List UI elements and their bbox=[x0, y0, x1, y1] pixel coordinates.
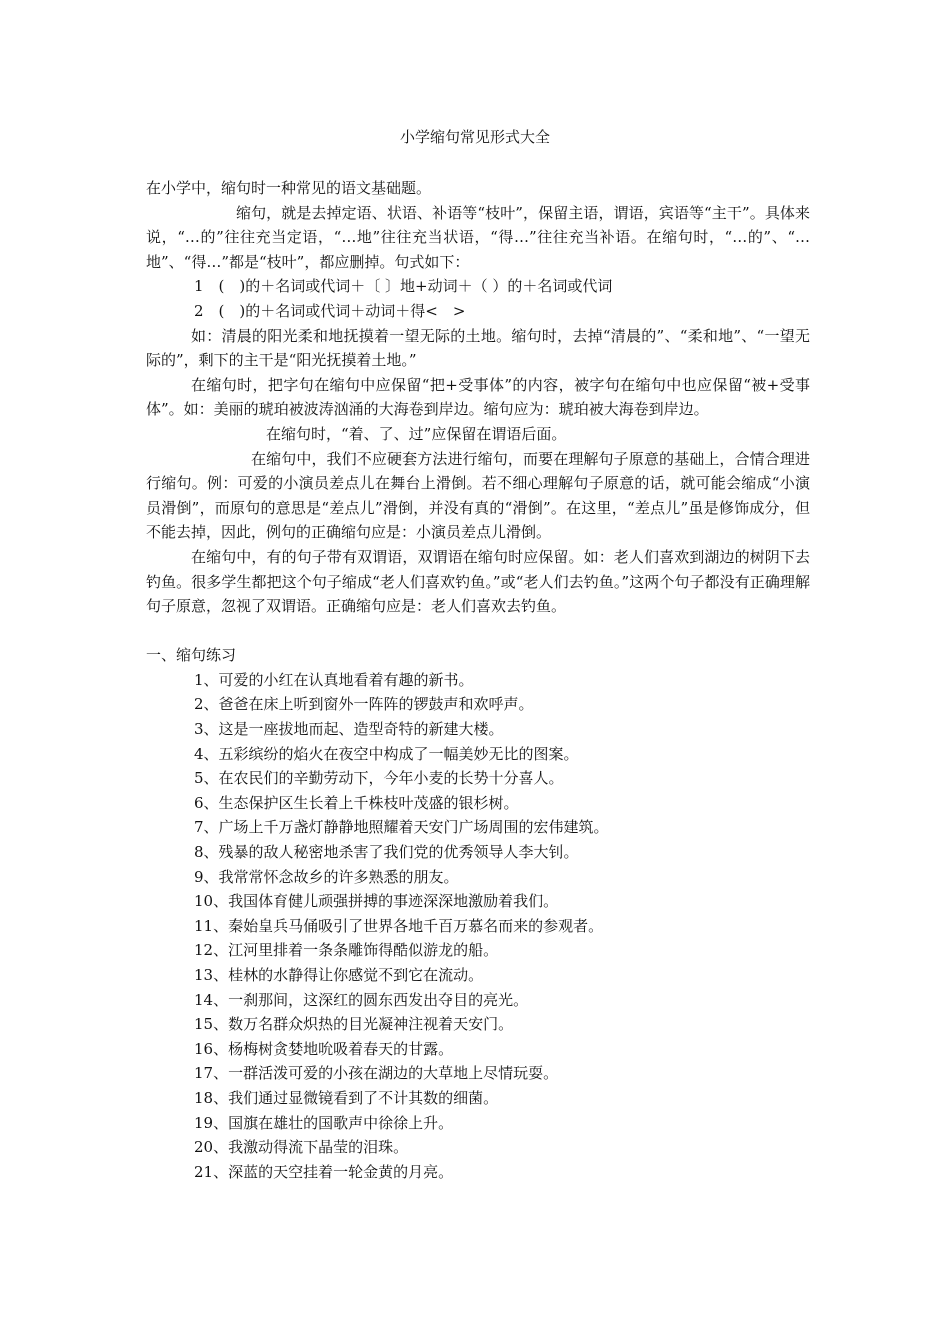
exercise-item: 12、江河里排着一条条雕饰得酷似游龙的船。 bbox=[194, 941, 499, 960]
exercise-item: 20、我激动得流下晶莹的泪珠。 bbox=[194, 1138, 409, 1157]
exercise-item: 9、我常常怀念故乡的许多熟悉的朋友。 bbox=[194, 867, 459, 886]
exercise-heading: 一、缩句练习 bbox=[146, 646, 237, 665]
exercise-item: 10、我国体育健儿顽强拼搏的事迹深深地激励着我们。 bbox=[194, 892, 559, 911]
aspect-particle-rule-paragraph: 在缩句时，“着、了、过”应保留在谓语后面。 bbox=[266, 424, 567, 443]
exercise-item: 11、秦始皇兵马俑吸引了世界各地千百万慕名而来的参观者。 bbox=[194, 916, 604, 935]
sentence-pattern-1: 1 ( )的＋名词或代词＋〔 〕地+动词＋（ ）的＋名词或代词 bbox=[194, 277, 613, 296]
exercise-item: 21、深蓝的天空挂着一轮金黄的月亮。 bbox=[194, 1162, 454, 1181]
exercise-item: 18、我们通过显微镜看到了不计其数的细菌。 bbox=[194, 1088, 499, 1107]
exercise-item: 17、一群活泼可爱的小孩在湖边的大草地上尽情玩耍。 bbox=[194, 1064, 559, 1083]
spacer bbox=[146, 619, 810, 644]
exercise-item: 3、这是一座拔地而起、造型奇特的新建大楼。 bbox=[194, 720, 504, 739]
document-title: 小学缩句常见形式大全 bbox=[399, 128, 550, 146]
exercise-item: 6、生态保护区生长着上千株枝叶茂盛的银杉树。 bbox=[194, 793, 519, 812]
exercise-item: 4、五彩缤纷的焰火在夜空中构成了一幅美妙无比的图案。 bbox=[194, 744, 579, 763]
exercise-item: 2、爸爸在床上听到窗外一阵阵的锣鼓声和欢呼声。 bbox=[194, 695, 534, 714]
sentence-pattern-2: 2 ( )的＋名词或代词＋动词＋得< > bbox=[194, 301, 466, 320]
exercise-item: 8、残暴的敌人秘密地杀害了我们党的优秀领导人李大钊。 bbox=[194, 843, 579, 862]
exercise-item: 19、国旗在雄壮的国歌声中徐徐上升。 bbox=[194, 1113, 454, 1132]
exercise-item: 14、一刹那间，这深红的圆东西发出夺目的亮光。 bbox=[194, 990, 529, 1009]
intro-paragraph: 在小学中，缩句时一种常见的语文基础题。 bbox=[146, 179, 432, 197]
exercise-item: 16、杨梅树贪婪地吮吸着春天的甘露。 bbox=[194, 1039, 454, 1058]
definition-paragraph: 缩句，就是去掉定语、状语、补语等“枝叶”，保留主语，谓语，宾语等“主干”。具体来说，“…的”往往充当定语，“…地”往往充当状语，“得…”往往充当补语。在缩句时，“…的”、“…地”、“得…”都是“枝叶”，都应删掉。句式如下： bbox=[146, 203, 810, 271]
ba-bei-rule-paragraph: 在缩句时，把字句在缩句中应保留“把+受事体”的内容，被字句在缩句中也应保留“被+受事体”。如：美丽的琥珀被波涛汹涌的大海卷到岸边。缩句应为：琥珀被大海卷到岸边。 bbox=[146, 375, 810, 419]
exercise-item: 1、可爱的小红在认真地看着有趣的新书。 bbox=[194, 670, 474, 689]
exercise-list bbox=[146, 668, 810, 1184]
double-predicate-paragraph: 在缩句中，有的句子带有双谓语，双谓语在缩句时应保留。如：老人们喜欢到湖边的树阴下去钓鱼。很多学生都把这个句子缩成“老人们喜欢钓鱼。”或“老人们去钓鱼。”这两个句子都没有正确理解句子原意，忽视了双谓语。正确缩句应是：老人们喜欢去钓鱼。 bbox=[146, 547, 810, 616]
meaning-rule-paragraph: 在缩句中，我们不应硬套方法进行缩句，而要在理解句子原意的基础上，合情合理进行缩句。例：可爱的小演员差点儿在舞台上滑倒。若不细心理解句子原意的话，就可能会缩成“小演员滑倒”，而原句的意思是“差点儿”滑倒，并没有真的“滑倒”。在这里，“差点儿”虽是修饰成分，但不能去掉，因此，例句的正确缩句应是：小演员差点儿滑倒。 bbox=[146, 449, 810, 542]
document-body bbox=[146, 176, 810, 1184]
exercise-item: 13、桂林的水静得让你感觉不到它在流动。 bbox=[194, 966, 484, 984]
exercise-item: 7、广场上千万盏灯静静地照耀着天安门广场周围的宏伟建筑。 bbox=[194, 818, 609, 837]
exercise-item: 5、在农民们的辛勤劳动下，今年小麦的长势十分喜人。 bbox=[194, 769, 564, 788]
example-paragraph: 如：清晨的阳光柔和地抚摸着一望无际的土地。缩句时，去掉“清晨的”、“柔和地”、“一望无际的”，剩下的主干是“阳光抚摸着土地。” bbox=[146, 326, 810, 370]
exercise-item: 15、数万名群众炽热的目光凝神注视着天安门。 bbox=[194, 1015, 514, 1034]
